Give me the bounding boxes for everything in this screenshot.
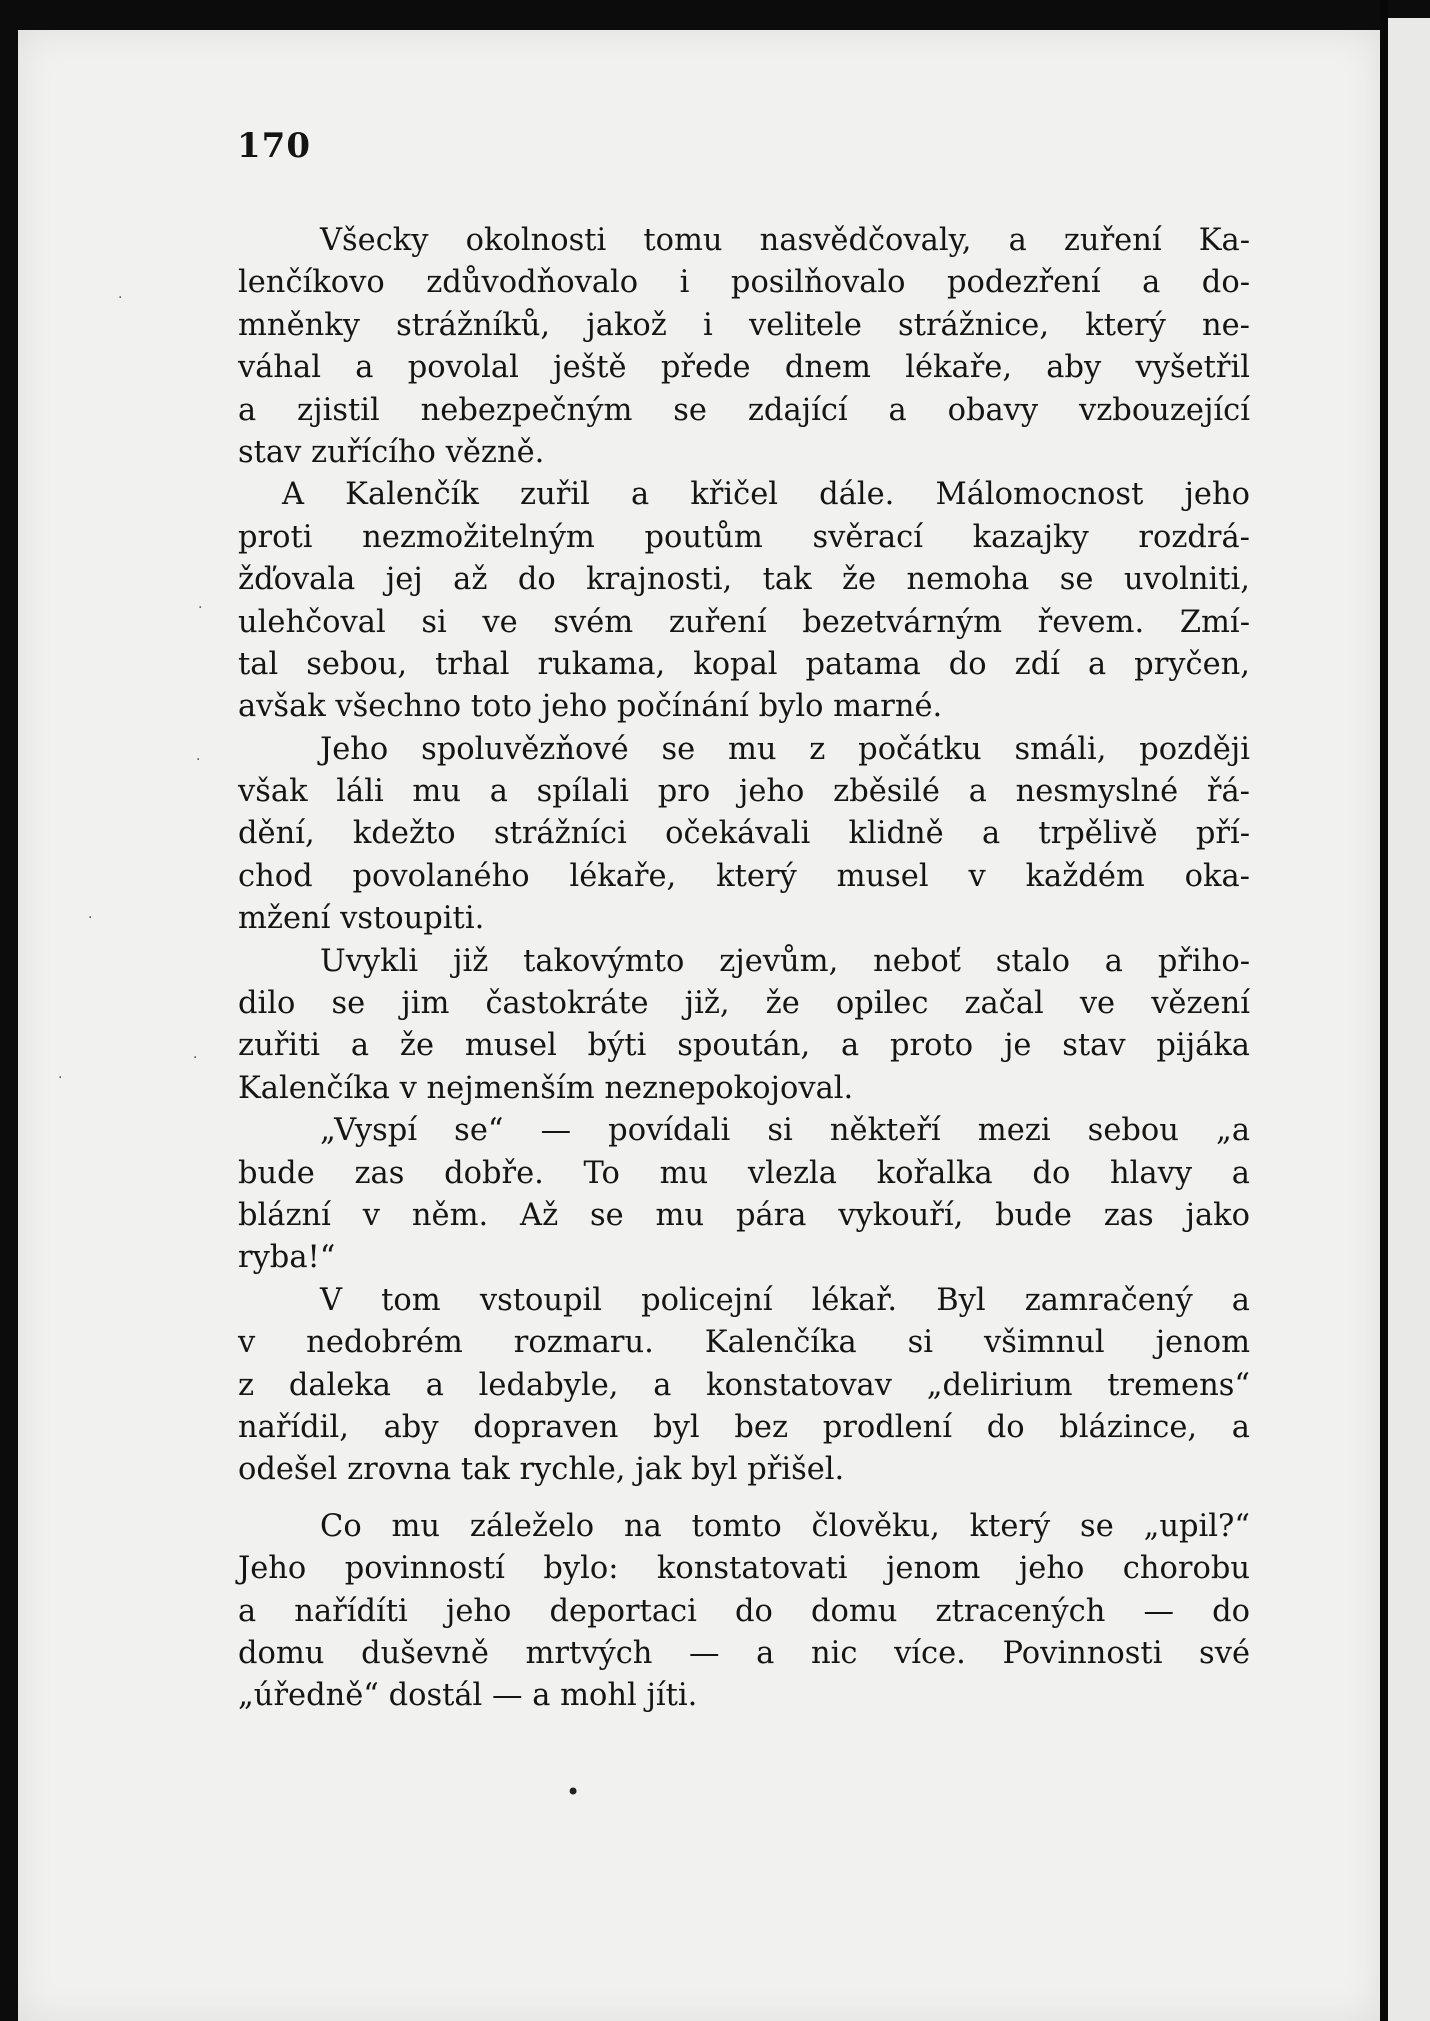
adjacent-page-edge [1388,18,1430,2021]
text-line: domu duševně mrtvých — a nic více. Povinnosti své [238,1635,1250,1671]
text-line: Jeho povinností bylo: konstatovati jenom jeho chorobu [238,1551,1250,1587]
text-line: z daleka a ledabyle, a konstatovav „delirium tremens“ [238,1367,1250,1403]
text-line: tal sebou, trhal rukama, kopal patama do zdí a pryčen, [238,646,1250,682]
text-line: nařídil, aby dopraven byl bez prodlení do blázince, a [238,1409,1250,1445]
text-line: v nedobrém rozmaru. Kalenčíka si všimnul jenom [238,1325,1250,1361]
text-line: dění, kdežto strážníci očekávali klidně a trpělivě pří- [238,816,1250,852]
paragraph-gap [238,1492,1250,1506]
paragraph [238,1280,1250,1492]
text-line: Kalenčíka v nejmenším neznepokojoval. [238,1070,854,1106]
print-speck: · [58,1070,63,1086]
text-line: Uvykli již takovýmto zjevům, neboť stalo a přiho- [320,943,1250,979]
print-speck: · [88,910,93,926]
text-line: „úředně“ dostál — a mohl jíti. [238,1678,698,1714]
paragraph [238,729,1250,941]
text-line: „Vyspí se“ — povídali si někteří mezi sebou „a [320,1113,1250,1149]
paragraph [238,1506,1250,1718]
text-line: bude zas dobře. To mu vlezla kořalka do hlavy a [238,1155,1250,1191]
text-line: avšak všechno toto jeho počínání bylo marné. [238,689,943,725]
text-line: a nařídíti jeho deportaci do domu ztracených — do [238,1593,1250,1629]
text-line: zuřiti a že musel býti spoután, a proto je stav pijáka [238,1028,1250,1064]
text-line: lenčíkovo zdůvodňovalo i posilňovalo podezření a do- [238,265,1250,301]
bottom-ornament: • [566,1778,581,1806]
paragraph [238,1110,1250,1280]
text-line: a zjistil nebezpečným se zdající a obavy vzbouzející [238,392,1250,428]
text-line: mžení vstoupiti. [238,901,485,937]
paragraph [238,220,1250,474]
text-line: blázní v něm. Až se mu pára vykouří, bude zas jako [238,1197,1250,1233]
print-speck: · [196,752,201,768]
text-line: Co mu záleželo na tomto člověku, který se „upil?“ [320,1508,1250,1544]
paragraph [238,941,1250,1111]
page-gutter [1380,0,1388,2021]
text-line: ryba!“ [238,1240,336,1276]
text-line: žďovala jej až do krajnosti, tak že nemoha se uvolniti, [238,562,1250,598]
text-line: stav zuřícího vězně. [238,434,545,470]
print-speck: · [118,290,123,306]
text-line: A Kalenčík zuřil a křičel dále. Málomocnost jeho [282,477,1250,513]
text-line: odešel zrovna tak rychle, jak byl přišel. [238,1452,845,1488]
text-line: Všecky okolnosti tomu nasvědčovaly, a zuření Ka- [320,223,1250,258]
text-line: ulehčoval si ve svém zuření bezetvárným řevem. Zmí- [238,604,1250,640]
text-line: váhal a povolal ještě přede dnem lékaře, aby vyšetřil [238,350,1250,386]
print-speck: · [198,600,203,616]
text-line: však láli mu a spílali pro jeho zběsilé a nesmyslné řá- [238,774,1250,810]
text-line: Jeho spoluvězňové se mu z počátku smáli, později [320,731,1250,767]
paragraph [238,474,1250,728]
text-line: chod povolaného lékaře, který musel v každém oka- [238,858,1250,894]
text-line: proti nezmožitelným poutům svěrací kazajky rozdrá- [238,519,1250,555]
body-text [238,220,1250,1718]
text-line: dilo se jim častokráte již, že opilec začal ve vězení [238,986,1250,1022]
page-number: 170 [237,126,311,166]
text-line: V tom vstoupil policejní lékař. Byl zamračený a [320,1282,1250,1318]
text-line: mněnky strážníků, jakož i velitele strážnice, který ne- [238,307,1250,343]
print-speck: · [193,1050,198,1066]
